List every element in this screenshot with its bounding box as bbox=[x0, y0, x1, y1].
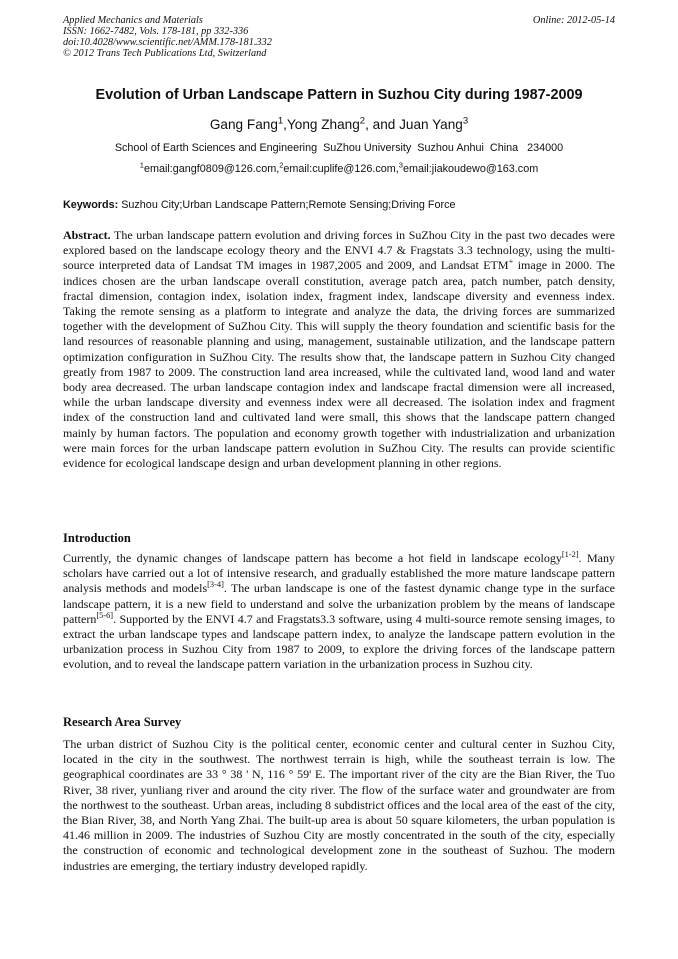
citation-ref[interactable]: [3-4] bbox=[207, 580, 224, 590]
introduction-paragraph bbox=[63, 551, 615, 673]
email-address[interactable]: email:gangf0809@126.com, bbox=[143, 163, 280, 175]
issn-line: ISSN: 1662-7482, Vols. 178-181, pp 332-336 bbox=[63, 26, 249, 37]
author-affil-mark: 3 bbox=[462, 115, 469, 127]
citation-ref[interactable]: [5-6] bbox=[96, 610, 114, 620]
author-separator: , and bbox=[365, 117, 400, 132]
intro-text: . The urban landscape is one of the fastest dynamic change type in the surface landscape pattern, it is a new field to understand and solve the urbanization problem by the means of landscape pattern bbox=[63, 581, 615, 626]
email-address[interactable]: email:cuplife@126.com, bbox=[283, 163, 399, 175]
email-mark: 1 bbox=[139, 160, 144, 170]
section-heading-research-area: Research Area Survey bbox=[63, 715, 182, 729]
intro-text: Currently, the dynamic changes of landscape pattern has become a hot field in landscape ecology bbox=[63, 551, 562, 565]
author-name: Gang Fang bbox=[209, 117, 278, 132]
author-affil-mark: 1 bbox=[277, 115, 284, 127]
doi-line: doi:10.4028/www.scientific.net/AMM.178-181.332 bbox=[63, 37, 272, 48]
author-affil-mark: 2 bbox=[359, 115, 366, 127]
email-address[interactable]: email:jiakoudewo@163.com bbox=[403, 163, 539, 175]
journal-name: Applied Mechanics and Materials bbox=[63, 15, 203, 26]
author-separator: , bbox=[283, 117, 287, 132]
paper-title: Evolution of Urban Landscape Pattern in Suzhou City during 1987-2009 bbox=[95, 87, 583, 103]
email-list bbox=[40, 160, 638, 175]
online-date: Online: 2012-05-14 bbox=[532, 15, 615, 26]
email-mark: 3 bbox=[398, 160, 403, 170]
email-mark: 2 bbox=[279, 160, 284, 170]
abstract bbox=[63, 228, 615, 471]
abstract-label: Abstract. bbox=[63, 228, 111, 242]
keywords-text: Suzhou City;Urban Landscape Pattern;Remote Sensing;Driving Force bbox=[118, 199, 456, 211]
abstract-text: The urban landscape pattern evolution and driving forces in SuZhou City in the past two decades were explored based on the landscape ecology theory and the ENVI 4.7 & Fragstats 3.3 technology, using the multi-source interpreted data of Landsat TM images in 1987,2005 and 2009, and Landsat ETM bbox=[63, 228, 615, 273]
intro-text: . Supported by the ENVI 4.7 and Fragstats3.3 software, using 4 multi-source remote sensing images, to extract the urban landscape types and landscape pattern index, to analyze the landscape pattern evolution in the urbanization process in Suzhou City from 1987 to 2009, to explore the driving forces of the landscape pattern evolution, and to reveal the landscape pattern variation in the urbanization process in Suzhou city. bbox=[63, 611, 615, 672]
citation-ref[interactable]: [1-2] bbox=[561, 550, 579, 559]
research-area-paragraph: The urban district of Suzhou City is the political center, economic center and cultural center in Suzhou City, located in the city in the southwest. The northwest terrain is high, while the southeast terrain is low. The geographical coordinates are 33 ° 38 ' N, 116 ° 59' E. The important river of the city are the Bian River, the Tuo River, 38 river, yunliang river and around the city river. The flow of the surface water and groundwater are from the northwest to the southeast. Urban areas, including 8 subdistrict offices and the local area of the east of the city, the Bian River, 38, and North Yang Zhai. The built-up area is about 50 square kilometers, the urban population is 41.46 million in 2009. The industries of Suzhou City are mostly concentrated in the south of the city, especially the construction of economic and technological development zone in the southeast of Suzhou. The modern industries are emerging, the tertiary industry developed rapidly. bbox=[63, 737, 615, 873]
author-list bbox=[40, 117, 638, 132]
section-heading-introduction: Introduction bbox=[63, 531, 131, 545]
journal-header bbox=[63, 15, 615, 59]
affiliation: School of Earth Sciences and Engineering SuZhou University Suzhou Anhui China 234000 bbox=[114, 142, 564, 154]
keywords bbox=[63, 199, 615, 211]
abstract-text-continued: image in 2000. The indices chosen are the urban landscape overall constitution, average patch area, patch number, patch density, fractal dimension, contagion index, isolation index, fragment index, landscape diversity and evenness index. Taking the remote sensing as a platform to integrate and analyze the data, the driving forces are summarized together with the development of SuZhou City. This will supply the theory foundation and scientific basis for the land resources of reasonable planning and using, management, sustainable utilization, and the landscape pattern optimization configuration in SuZhou City. The results show that, the landscape pattern in Suzhou City changed greatly from 1987 to 2009. The construction land area increased, while the cultivated land, wood land and water body area decreased. The urban landscape contagion index and landscape fractal dimension were all increased, while the urban landscape diversity and evenness index were all decreased. The isolation index and fragment index of the construction land and cultivated land were small, this shows that the landscape pattern changed mainly by human factors. The population and economy growth together with industrialization and urbanization were main forces for the urban landscape pattern evolution in SuZhou City. The results can provide scientific evidence for ecological landscape design and urban development planning in other regions. bbox=[63, 258, 615, 471]
copyright-line: © 2012 Trans Tech Publications Ltd, Switzerland bbox=[63, 48, 267, 59]
etm-superscript: + bbox=[508, 257, 514, 267]
author-name: Juan Yang bbox=[399, 117, 463, 132]
author-name: Yong Zhang bbox=[286, 117, 360, 132]
keywords-label: Keywords: bbox=[63, 199, 119, 211]
intro-text: . Many scholars have carried out a lot of intensive research, and gradually established the more mature landscape pattern analysis methods and models bbox=[63, 551, 615, 596]
